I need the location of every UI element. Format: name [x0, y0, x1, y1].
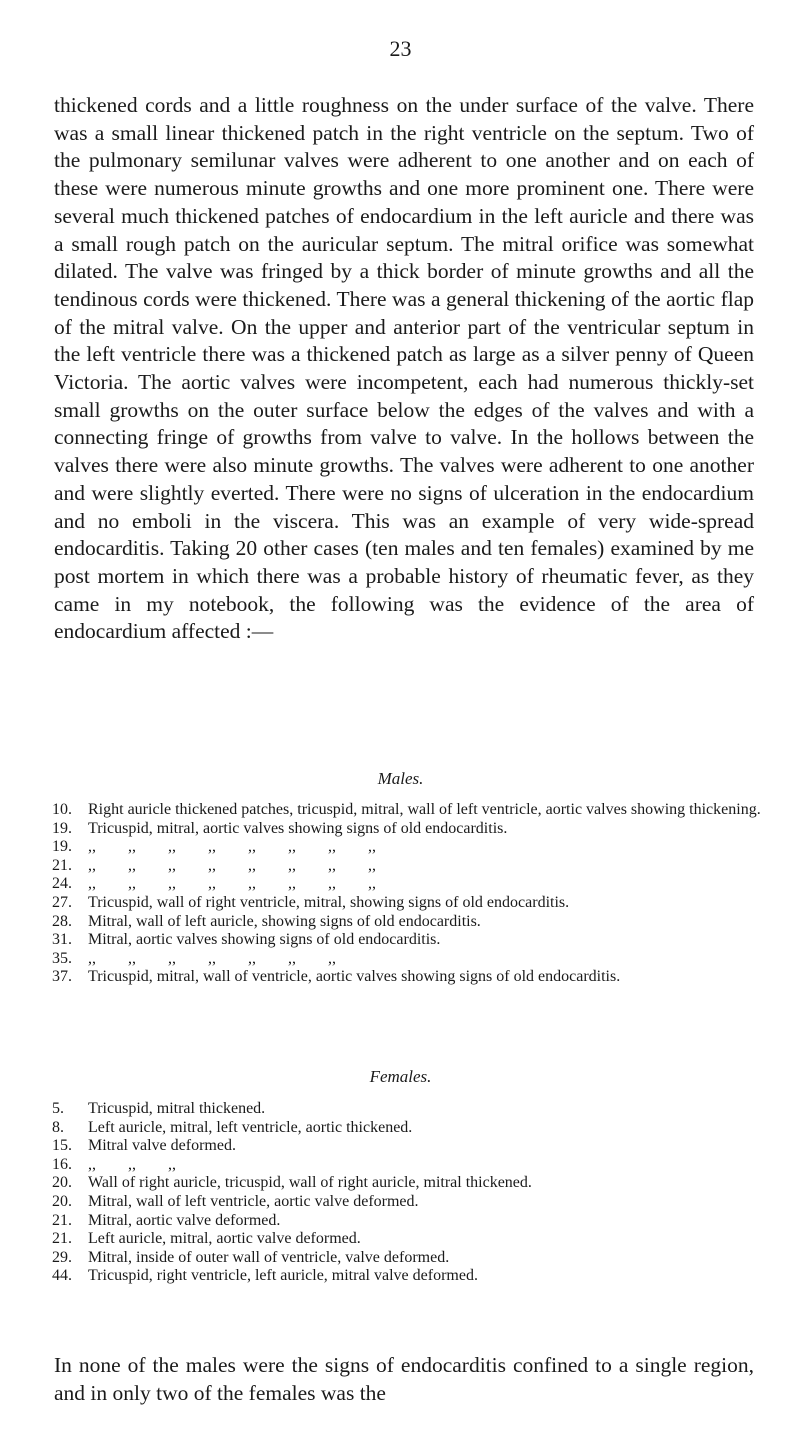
- case-number: 37.: [52, 968, 72, 986]
- list-item: [52, 1156, 762, 1175]
- case-number: 35.: [52, 949, 72, 967]
- case-number: 10.: [52, 801, 72, 818]
- list-item: [52, 1174, 762, 1193]
- case-number: 29.: [52, 1248, 72, 1266]
- case-description: Tricuspid, wall of right ventricle, mitral, showing signs of old endocarditis.: [88, 893, 570, 911]
- case-number: 19.: [52, 819, 72, 837]
- case-description: ,, ,, ,, ,, ,, ,, ,, ,,: [88, 856, 376, 874]
- list-item: [52, 913, 762, 932]
- case-number: 8.: [52, 1118, 64, 1136]
- page-number: 23: [389, 36, 412, 61]
- list-item: [52, 1100, 762, 1119]
- case-description: Left auricle, mitral, left ventricle, aortic thickened.: [88, 1118, 413, 1136]
- case-description: ,, ,, ,,: [88, 1155, 176, 1173]
- case-number: 21.: [52, 1211, 72, 1229]
- list-item: [52, 820, 762, 839]
- body-paragraph: thickened cords and a little roughness on the under surface of the valve. There was a small linear thickened patch in the right ventricle on the septum. Two of the pulmonary semilunar valves were adherent to one another and on each of these were numerous minute growths and one more prominent one. There were several much thickened patches of endocardium in the left auricle and there was a small rough patch on the auricular septum. The mitral orifice was somewhat dilated. The valve was fringed by a thick border of minute growths and all the tendinous cords were thickened. There was a general thickening of the aortic flap of the mitral valve. On the upper and anterior part of the ventricular septum in the left ventricle there was a thickened patch as large as a silver penny of Queen Victoria. The aortic valves were incompetent, each had numerous thickly-set small growths on the outer surface below the edges of the valves and with a connecting fringe of growths from valve to valve. In the hollows between the valves there were also minute growths. The valves were adherent to one another and were slightly everted. There were no signs of ulceration in the endocardium and no emboli in the viscera. This was an example of very wide-spread endocarditis. Taking 20 other cases (ten males and ten females) examined by me post mortem in which there was a probable history of rheumatic fever, as they came in my notebook, the following was the evidence of the area of endocardium affected :—: [54, 93, 754, 644]
- females-heading: Females.: [369, 1067, 432, 1086]
- case-description: Left auricle, mitral, aortic valve deformed.: [88, 1230, 361, 1248]
- case-number: 28.: [52, 912, 72, 930]
- case-description: Mitral, aortic valve deformed.: [88, 1211, 281, 1229]
- case-description: Tricuspid, mitral thickened.: [88, 1100, 266, 1117]
- closing-paragraph: In none of the males were the signs of endocarditis confined to a single region, and in only two of the females was the: [54, 1353, 754, 1405]
- list-item: [52, 838, 762, 857]
- list-item: [52, 1249, 762, 1268]
- case-number: 24.: [52, 875, 72, 893]
- list-item: [52, 857, 762, 876]
- case-description: Wall of right auricle, tricuspid, wall of right auricle, mitral thickened.: [88, 1174, 532, 1192]
- case-description: Mitral, wall of left auricle, showing signs of old endocarditis.: [88, 912, 481, 930]
- case-description: Tricuspid, right ventricle, left auricle, mitral valve deformed.: [88, 1267, 478, 1285]
- list-item: [52, 968, 762, 987]
- list-item: [52, 1137, 762, 1156]
- case-description: Right auricle thickened patches, tricuspid, mitral, wall of left ventricle, aortic valves showing thickening.: [88, 801, 761, 818]
- list-item: [52, 1230, 762, 1249]
- females-case-list: [52, 1100, 762, 1286]
- case-number: 31.: [52, 931, 72, 949]
- case-number: 27.: [52, 893, 72, 911]
- case-description: ,, ,, ,, ,, ,, ,, ,, ,,: [88, 875, 376, 893]
- case-description: Tricuspid, mitral, wall of ventricle, aortic valves showing signs of old endocarditis.: [88, 968, 621, 986]
- case-number: 5.: [52, 1100, 64, 1117]
- males-heading: Males.: [377, 769, 424, 788]
- case-description: Mitral, aortic valves showing signs of old endocarditis.: [88, 931, 441, 949]
- list-item: [52, 950, 762, 969]
- list-item: [52, 1193, 762, 1212]
- case-description: Mitral valve deformed.: [88, 1137, 236, 1155]
- males-case-list: [52, 801, 762, 987]
- list-item: [52, 875, 762, 894]
- case-number: 44.: [52, 1267, 72, 1285]
- case-number: 16.: [52, 1155, 72, 1173]
- case-description: Mitral, inside of outer wall of ventricle, valve deformed.: [88, 1248, 450, 1266]
- case-description: ,, ,, ,, ,, ,, ,, ,, ,,: [88, 838, 376, 856]
- list-item: [52, 801, 762, 820]
- list-item: [52, 1212, 762, 1231]
- case-description: Tricuspid, mitral, aortic valves showing signs of old endocarditis.: [88, 819, 508, 837]
- case-description: ,, ,, ,, ,, ,, ,, ,,: [88, 949, 336, 967]
- case-number: 20.: [52, 1192, 72, 1210]
- case-number: 15.: [52, 1137, 72, 1155]
- case-number: 21.: [52, 1230, 72, 1248]
- list-item: [52, 931, 762, 950]
- list-item: [52, 1119, 762, 1138]
- list-item: [52, 894, 762, 913]
- list-item: [52, 1267, 762, 1286]
- case-number: 21.: [52, 856, 72, 874]
- case-number: 19.: [52, 838, 72, 856]
- case-description: Mitral, wall of left ventricle, aortic valve deformed.: [88, 1192, 419, 1210]
- case-number: 20.: [52, 1174, 72, 1192]
